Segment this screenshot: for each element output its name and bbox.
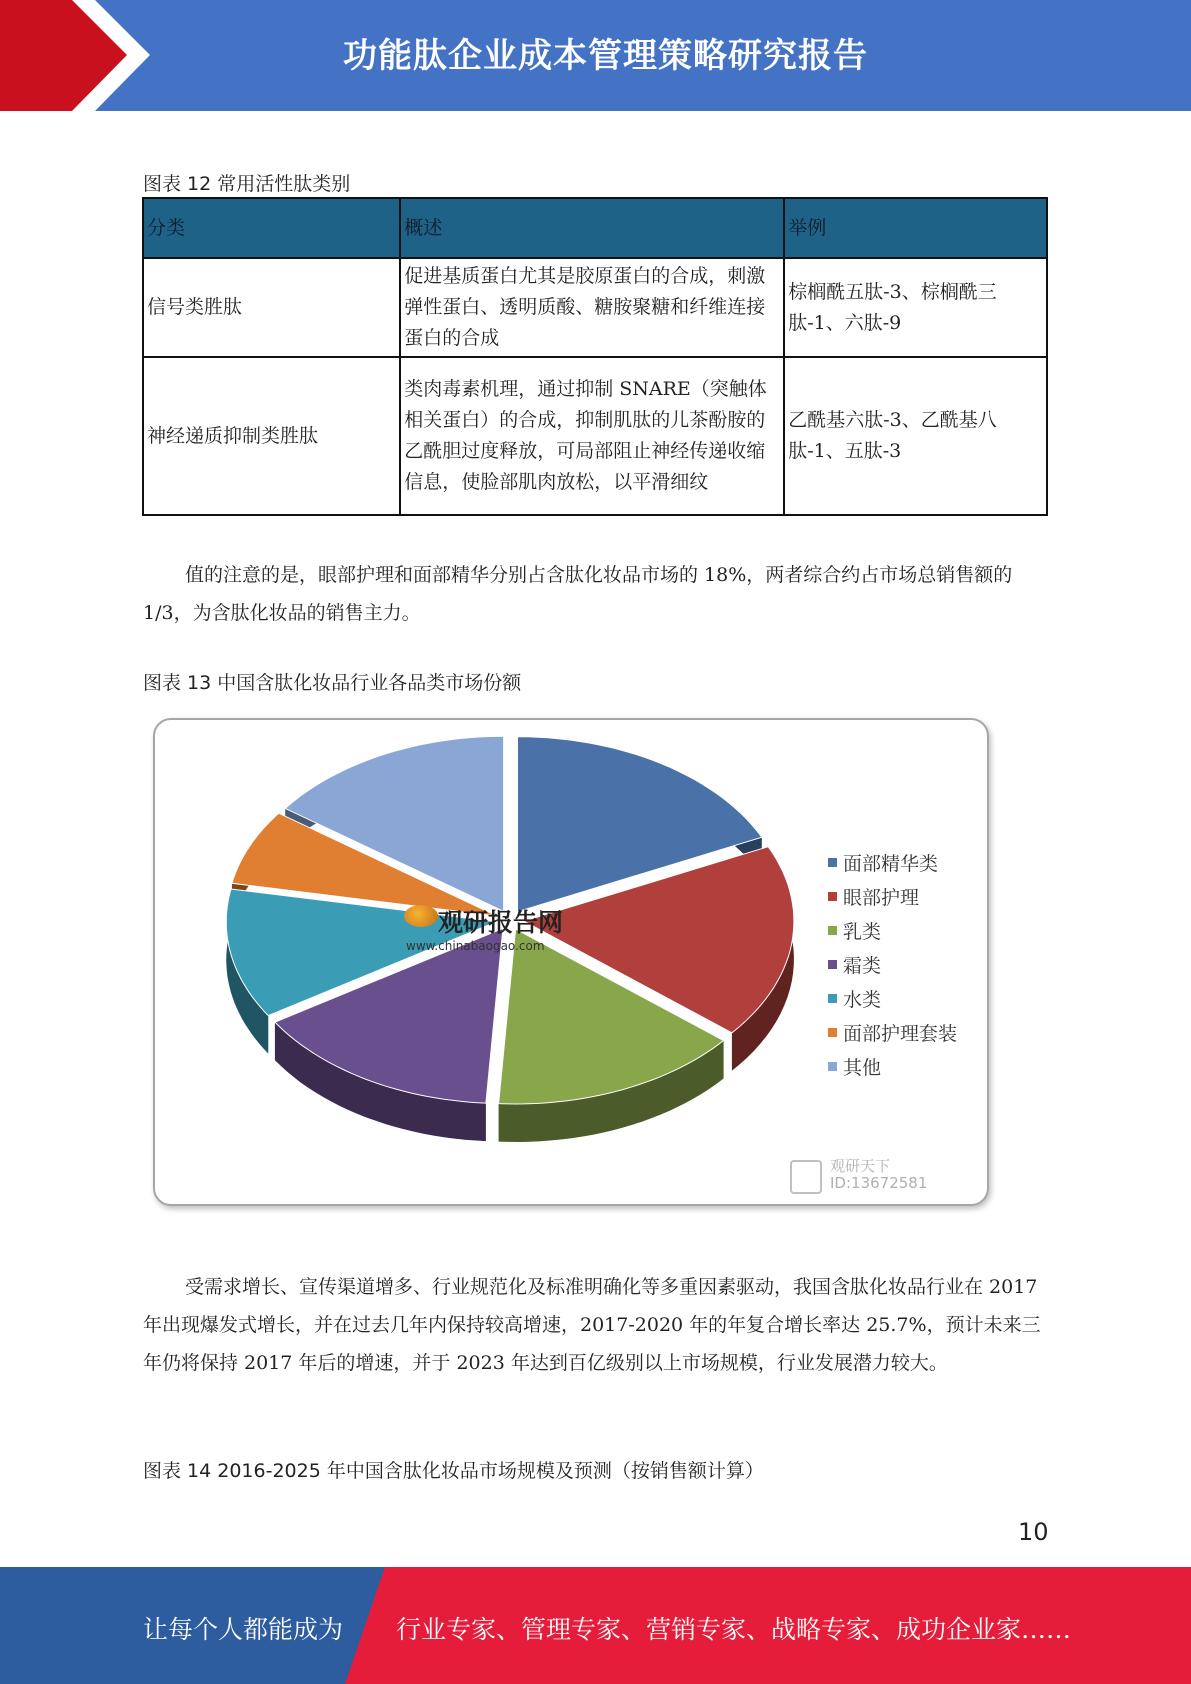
watermark-name: 观研天下 [830,1157,891,1175]
legend-item [828,947,957,981]
body-paragraph: 受需求增长、宣传渠道增多、行业规范化及标准明确化等多重因素驱动，我国含肽化妆品行业在 2017 年出现爆发式增长，并在过去几年内保持较高增速，2017-2020 年的年复合增长率达 25.7%，预计未来三年仍将保持 2017 年后的增速，并于 2023 年达到百亿级别以上市场规模，行业发展潜力较大。 [143,1276,1041,1374]
legend-label: 面部精华类 [843,852,939,875]
legend-item [828,879,957,913]
table-cell: 促进基质蛋白尤其是胶原蛋白的合成，刺激弹性蛋白、透明质酸、糖胺聚糖和纤维连接蛋白的合成 [400,258,784,357]
legend-swatch [828,892,837,901]
watermark-id: ID:13672581 [830,1174,928,1192]
watermark-logo-icon [790,1160,822,1194]
globe-icon [404,905,438,927]
legend-item [828,1049,957,1083]
logo-url: www.chinabaogao.com [406,939,545,953]
table-row [143,258,1047,357]
table-header-cell: 概述 [400,198,784,258]
table-cell: 类肉毒素机理，通过抑制 SNARE（突触体相关蛋白）的合成，抑制肌肽的儿茶酚胺的乙酰胆过度释放，可局部阻止神经传递收缩信息，使脸部肌肉放松，以平滑细纹 [400,357,784,515]
legend-label: 眼部护理 [843,886,920,909]
table-header-row [143,198,1047,258]
watermark [830,1158,927,1192]
legend-item [828,845,957,879]
legend-label: 其他 [843,1056,882,1079]
logo-name: 观研报告网 [438,908,564,937]
legend-swatch [828,1028,837,1037]
chart-logo [404,903,563,953]
header-title: 功能肽企业成本管理策略研究报告 [343,36,868,76]
page-number: 10 [1018,1518,1049,1546]
table-cell: 神经递质抑制类胜肽 [143,357,400,515]
table-cell: 棕榈酰五肽-3、棕榈酰三肽-1、六肽-9 [784,258,1047,357]
legend-swatch [828,994,837,1003]
legend-swatch [828,1062,837,1071]
pie-chart [155,720,805,1200]
legend-item [828,913,957,947]
page-header [0,0,1191,111]
legend-swatch [828,960,837,969]
table-caption: 图表 12 常用活性肽类别 [143,173,351,195]
next-figure-caption: 图表 14 2016-2025 年中国含肽化妆品市场规模及预测（按销售额计算） [143,1460,764,1482]
legend-label: 乳类 [843,920,882,943]
body-paragraph: 值的注意的是，眼部护理和面部精华分别占含肽化妆品市场的 18%，两者综合约占市场总销售额的 1/3，为含肽化妆品的销售主力。 [143,564,1013,624]
table-cell: 乙酰基六肽-3、乙酰基八肽-1、五肽-3 [784,357,1047,515]
peptide-category-table [142,197,1048,516]
table-cell: 信号类胜肽 [143,258,400,357]
legend-label: 水类 [843,988,882,1011]
footer-slogan-left: 让每个人都能成为 [143,1615,344,1644]
legend-item [828,981,957,1015]
chart-caption: 图表 13 中国含肽化妆品行业各品类市场份额 [143,672,522,694]
footer-slogan-right: 行业专家、管理专家、营销专家、战略专家、成功企业家…… [396,1615,1072,1644]
legend-swatch [828,858,837,867]
table-row [143,357,1047,515]
legend-swatch [828,926,837,935]
legend-item [828,1015,957,1049]
chart-legend [828,845,957,1083]
table-header-cell: 分类 [143,198,400,258]
legend-label: 面部护理套装 [843,1022,958,1045]
legend-label: 霜类 [843,954,882,977]
table-header-cell: 举例 [784,198,1047,258]
